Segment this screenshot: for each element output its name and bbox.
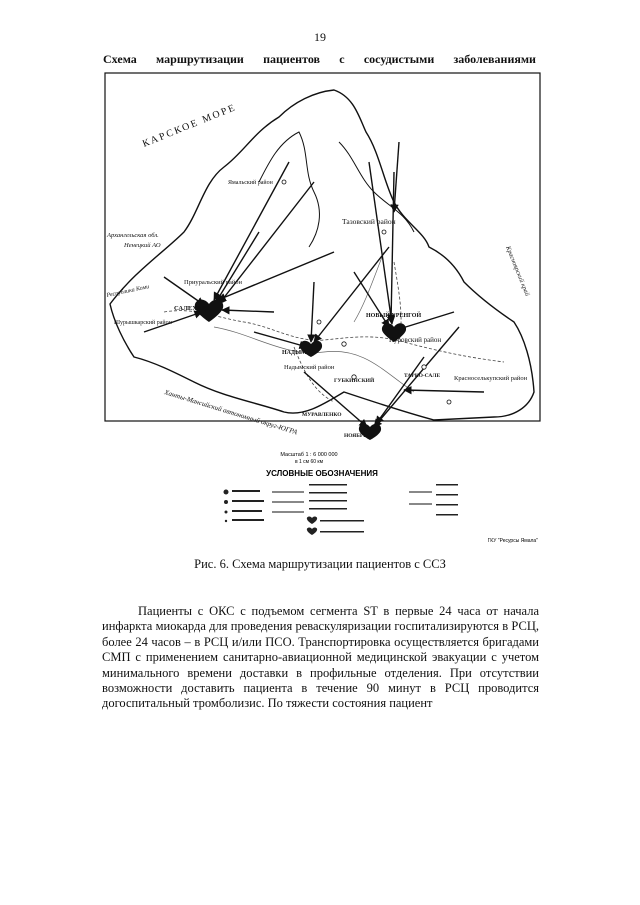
page-number: 19 xyxy=(314,30,326,44)
map-scale-sub: в 1 см 60 км xyxy=(294,459,324,465)
map-label: Ненецкий АО xyxy=(124,242,161,249)
figure-caption: Рис. 6. Схема маршрутизации пациентов с ССЗ xyxy=(194,557,446,571)
river xyxy=(214,327,414,392)
peninsula-outline xyxy=(259,132,319,247)
map-label: САЛЕХАРД xyxy=(174,305,210,312)
district-boundary xyxy=(164,311,504,362)
map-label: Пуровский район xyxy=(389,336,442,344)
map-label: ТАРКО-САЛЕ xyxy=(404,373,441,379)
map-label: Республика Коми xyxy=(106,284,150,299)
map-label: Приуральский район xyxy=(184,279,243,286)
heading-word: заболеваниями xyxy=(453,52,536,66)
heading-word: Схема xyxy=(103,52,137,66)
legend-title: УСЛОВНЫЕ ОБОЗНАЧЕНИЯ xyxy=(266,469,378,478)
map-label: Архангельская обл. xyxy=(107,232,159,239)
map-scale: Масштаб 1 : 6 000 000 xyxy=(280,452,338,458)
map-legend xyxy=(224,469,539,544)
map-label: Красноярский край xyxy=(504,245,531,298)
legend-credit: ГКУ "Ресурсы Ямала" xyxy=(487,538,538,544)
map-label: Ямальский район xyxy=(228,180,273,186)
body-paragraph: Пациенты с ОКС с подъемом сегмента ST в первые 24 часа от начала инфаркта миокарда для проведения реваскуляризации госпитализируются в РСЦ, более 24 часов – в РСЦ и/или ПСО. Транспортировка осуществляется бригадами СМП с применением санитарно-авиационной медицинской эвакуации с учетом минимального времени доставки в профильные отделения. При отсутствии возможности доставить пациента в течение 90 минут в РСЦ проводится догоспитальный тромболизис. По тяжести состояния пациент xyxy=(102,604,539,711)
map-label: Тазовский район xyxy=(342,217,396,226)
map-label: НАДЫМ xyxy=(282,350,307,356)
heading-word: маршрутизации xyxy=(156,52,244,66)
map-label: ГУБКИНСКИЙ xyxy=(334,378,375,384)
map-label: Шурышкарский район xyxy=(114,320,172,326)
map-label-sea: КАРСКОЕ МОРЕ xyxy=(141,102,239,150)
map-label: НОЯБРЬСК xyxy=(344,433,375,439)
routing-map-figure xyxy=(104,72,541,545)
map-label: Ханты-Мансийский автономный округ-ЮГРА xyxy=(163,388,299,437)
map-label: Надымский район xyxy=(284,364,335,371)
map-label: Красноселькупский район xyxy=(454,375,528,382)
routing-map xyxy=(104,72,541,545)
figure-heading xyxy=(103,52,536,67)
map-label: МУРАВЛЕНКО xyxy=(302,412,342,418)
heading-word: сосудистыми xyxy=(363,52,435,66)
map-label: НОВЫЙ УРЕНГОЙ xyxy=(366,313,422,319)
heading-word: с xyxy=(339,52,345,66)
heading-word: пациентов xyxy=(263,52,320,66)
